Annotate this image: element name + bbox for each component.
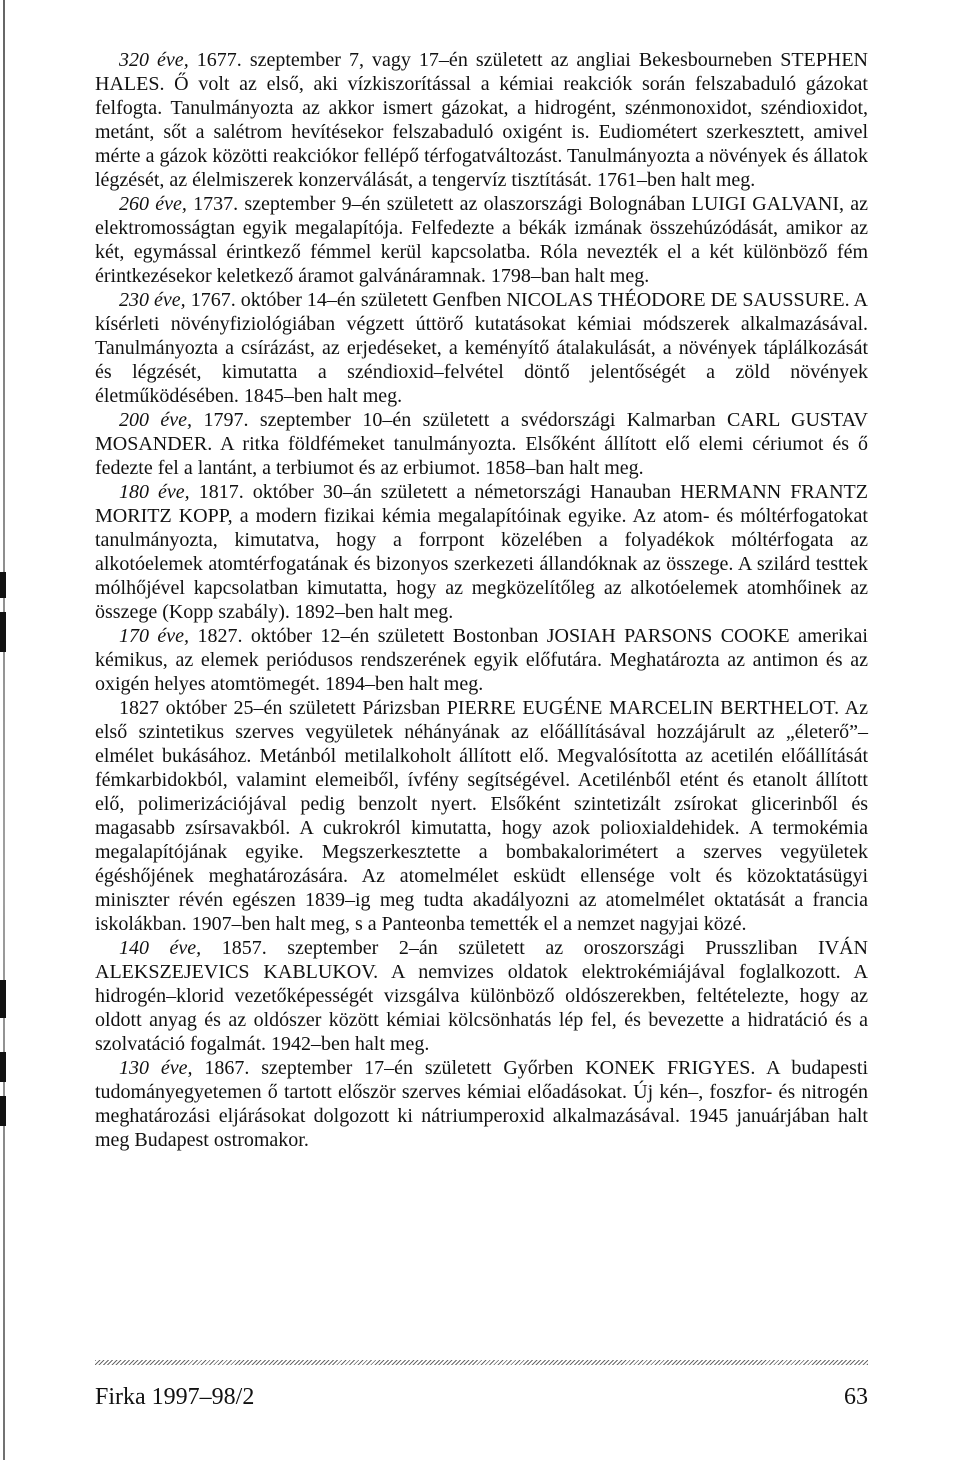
- entry-text: 1857. szeptember 2–án született az oroszországi Prusszliban IVÁN ALEKSZEJEVICS KABLUKOV. A nemvizes oldatok elektrokémiájával foglalkozott. A hidrogén–klorid vezetőképességét vizsgálva különböző oldószerekben, feltételezte, hogy az oldott anyag és az oldószer között kémiai kölcsönhatás lép fel, és bevezette a hidratáció és a szolvatáció fogalmát. 1942–ben halt meg.: [95, 937, 868, 1055]
- page-number: 63: [844, 1384, 868, 1410]
- scan-edge-line: [3, 0, 5, 1460]
- entry-text: 1817. október 30–án született a németországi Hanauban HERMANN FRANTZ MORITZ KOPP, a modern fizikai kémia megalapítóinak egyike. Az atom- és móltérfogatokat tanulmányozta, kimutatva, hogy a forrpont közelében a folyadékok móltérfogata az alkotóelemek atomtérfogatának és bizonyos szerkezeti állandóknak az összege. A szilárd testtek mólhőjével kapcsolatban kimutatta, hogy az megközelítőleg az alkotóelemek atomhőinek az összege (Kopp szabály). 1892–ben halt meg.: [95, 481, 868, 623]
- scan-mark: [0, 612, 6, 652]
- entry-text: 1827. október 12–én született Bostonban JOSIAH PARSONS COOKE amerikai kémikus, az elemek periódusos rendszerének egyik előfutára. Meghatározta az antimon és az oxigén helyes atomtömegét. 1894–ben halt meg.: [95, 625, 868, 695]
- entry-konek: [95, 1056, 868, 1152]
- entry-text: 1797. szeptember 10–én született a svédországi Kalmarban CARL GUSTAV MOSANDER. A ritka földfémeket tanulmányozta. Elsőként állított elő elemi cériumot és ő fedezte fel a lantánt, a terbiumot és az erbiumot. 1858–ban halt meg.: [95, 409, 868, 479]
- scan-mark: [0, 572, 6, 598]
- anniversary-label: 140 éve,: [119, 937, 202, 959]
- entry-berthelot: [95, 696, 868, 936]
- anniversary-label: 230 éve,: [119, 289, 186, 311]
- page-footer: [95, 1382, 868, 1412]
- scan-mark: [0, 1052, 6, 1082]
- anniversary-label: 130 éve,: [119, 1057, 193, 1079]
- anniversary-label: 170 éve,: [119, 625, 190, 647]
- entry-saussure: [95, 288, 868, 408]
- entry-kablukov: [95, 936, 868, 1056]
- entry-text: 1677. szeptember 7, vagy 17–én született az angliai Bekesbourneben STEPHEN HALES. Ő volt az első, aki vízkiszorítással a kémiai reakciók során felszabaduló gázokat felfogta. Tanulmányozta az akkor ismert gázokat, a hidrogént, szénmonoxidot, széndioxidot, metánt, sőt a salétrom hevítésekor felszabaduló oxigént is. Eudiométert szerkesztett, amivel mérte a gázok közötti reakciókor fellépő térfogatváltozást. Tanulmányozta a növények és állatok légzését, az élelmiszerek konzerválását, a tengervíz tisztítását. 1761–ben halt meg.: [95, 49, 868, 191]
- entry-galvani: [95, 192, 868, 288]
- scan-mark: [0, 980, 6, 1018]
- entry-text: 1827 október 25–én született Párizsban PIERRE EUGÉNE MARCELIN BERTHELOT. Az első szintetikus szerves vegyületek néhányának az előállításával hozzájárult az „életerő”–elmélet bukásához. Metánból metilalkoholt állított elő. Megvalósította az acetilén előállítását fémkarbidokból, valamint elemeiből, ívfény segítségével. Acetilénből etént és etanolt állított elő, polimerizációjával pedig benzolt nyert. Elsőként szintetizált zsírokat glicerinből és magasabb zsírsavakból. A cukrokról kimutatta, hogy azok polioxialdehidek. A termokémia megalapítójának egyike. Megszerkesztette a bombakalorimétert a szerves vegyületek égéshőjének meghatározására. Az atomelmélet esküdt ellensége volt és közoktatásügyi miniszter révén egészen 1839–ig meg tudta akadályozni az atomelmélet oktatását a francia iskolákban. 1907–ben halt meg, s a Panteonba temették el a nemzet nagyjai közé.: [95, 697, 868, 935]
- anniversary-label: 260 éve,: [119, 193, 187, 215]
- anniversary-label: 180 éve,: [119, 481, 190, 503]
- entry-kopp: [95, 480, 868, 624]
- footer-divider: [95, 1360, 868, 1365]
- anniversary-label: 320 éve,: [119, 49, 189, 71]
- entry-text: 1867. szeptember 17–én született Győrben KONEK FRIGYES. A budapesti tudományegyetemen ő tartott először szerves kémiai előadásokat. Új kén–, foszfor- és nitrogén meghatározási eljárásokat dolgozott ki nátriumperoxid alkalmazásával. 1945 januárjában halt meg Budapest ostromakor.: [95, 1057, 868, 1151]
- journal-issue: Firka 1997–98/2: [95, 1384, 255, 1410]
- scan-mark: [0, 1096, 6, 1126]
- entry-hales: [95, 48, 868, 192]
- entry-text: 1767. október 14–én született Genfben NICOLAS THÉODORE DE SAUSSURE. A kísérleti növényfiziológiában végzett úttörő kutatásokat kémiai módszerek alkalmazásával. Tanulmányozta a csírázást, az erjedéseket, a keményítő átalakulását, a növények táplálkozását és légzését, kimutatta a széndioxid–felvétel döntő jelentőségét a zöld növények életműködésében. 1845–ben halt meg.: [95, 289, 868, 407]
- anniversary-label: 200 éve,: [119, 409, 193, 431]
- entry-text: 1737. szeptember 9–én született az olaszországi Bolognában LUIGI GALVANI, az elektromosságtan egyik megalapítója. Felfedezte a békák izmának összehúzódását, amikor az két, egymással érintkező fémmel kerül kapcsolatba. Róla nevezték el a két különböző fém érintkezésekor keletkező áramot galvánáramnak. 1798–ban halt meg.: [95, 193, 868, 287]
- article-body: [95, 48, 868, 1152]
- entry-cooke: [95, 624, 868, 696]
- entry-mosander: [95, 408, 868, 480]
